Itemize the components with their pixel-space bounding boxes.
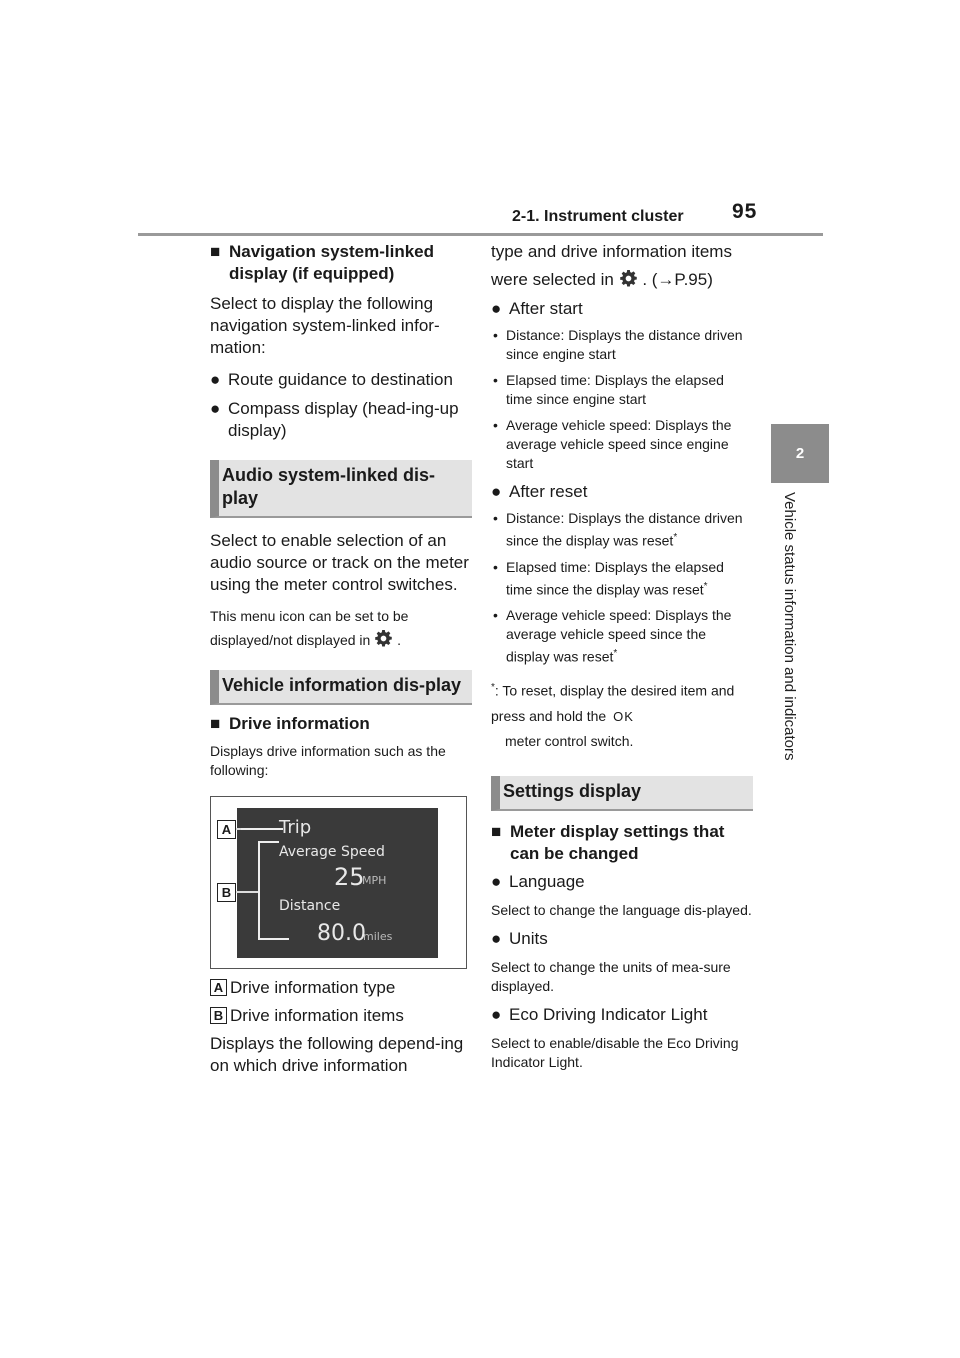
footnote-text: : To reset, display the desired item and press and hold the	[491, 682, 735, 724]
drive-heading: ■ Drive information	[210, 714, 370, 733]
section-title: 2-1. Instrument cluster	[512, 208, 684, 225]
after-start-item-distance-text: Distance: Displays the distance driven since engine start	[506, 327, 743, 362]
language-desc: Select to change the language dis-played.	[491, 901, 752, 918]
legend-a-text: Drive information type	[230, 978, 396, 997]
units-heading: ● Units	[491, 928, 548, 948]
screen-speed-unit: MPH	[362, 874, 387, 887]
nav-heading: ■ Navigation system-linked display (if equipped)	[210, 242, 435, 283]
gear-icon	[374, 629, 393, 648]
ok-switch-label: OK	[613, 708, 634, 724]
header-divider	[138, 233, 823, 236]
depend-text: Displays the following depend-ing on which drive information	[210, 1034, 464, 1075]
screen-distance-unit: miles	[363, 930, 393, 943]
legend-b-text: Drive information items	[230, 1006, 404, 1025]
nav-intro: Select to display the following navigation system-linked infor-mation:	[210, 294, 440, 357]
continued-text-2-pre: were selected in	[491, 270, 614, 289]
meter-settings-heading-text: Meter display settings that can be changed	[510, 821, 725, 863]
screen-speed-value: 25	[334, 863, 365, 891]
footnote-mark: *	[703, 580, 708, 592]
figure-label-b: B	[217, 883, 236, 902]
eco-desc: Select to enable/disable the Eco Driving Indicator Light.	[491, 1034, 739, 1070]
nav-bullet-compass: ● Compass display (head-ing-up display)	[210, 399, 459, 440]
after-reset-item-average-text: Average vehicle speed: Displays the average vehicle speed since the display was reset	[506, 607, 732, 665]
nav-bullet-route: ● Route guidance to destination	[210, 370, 453, 389]
language-text: Language	[509, 871, 585, 891]
nav-bullet-route-text: Route guidance to destination	[228, 370, 453, 389]
legend-a-label: A	[210, 979, 227, 996]
audio-section-header: Audio system-linked dis-play	[210, 460, 472, 518]
after-reset-text: After reset	[509, 482, 588, 501]
legend-b-label: B	[210, 1007, 227, 1024]
after-start-item-average-text: Average vehicle speed: Displays the average vehicle speed since engine start	[506, 417, 732, 471]
screen-trip: Trip	[279, 817, 312, 838]
after-start-item-elapsed-text: Elapsed time: Displays the elapsed time since engine start	[506, 372, 724, 407]
nav-heading-text: Navigation system-linked display (if equipped)	[229, 242, 435, 283]
gear-icon	[619, 269, 638, 288]
right-column	[491, 240, 753, 1072]
drive-info-figure	[210, 796, 467, 969]
left-column	[210, 240, 472, 1077]
footnote	[491, 675, 753, 754]
units-text: Units	[509, 928, 548, 948]
continued-text-2-post: . (→P.95)	[642, 270, 713, 289]
settings-section-header: Settings display	[491, 776, 753, 811]
screen-average-speed: Average Speed	[279, 844, 385, 860]
drive-intro: Displays drive information such as the following:	[210, 743, 446, 778]
page-number: 95	[732, 200, 758, 223]
legend-b	[210, 1005, 472, 1027]
after-start-item-average: • Average vehicle speed: Displays the average vehicle speed since engine start	[493, 417, 732, 471]
screen-distance-value: 80.0	[317, 921, 366, 946]
after-start-item-distance: • Distance: Displays the distance driven since engine start	[493, 327, 743, 362]
chapter-title	[776, 492, 798, 802]
audio-note-end: .	[397, 632, 402, 648]
continued-text-2	[491, 269, 753, 291]
nav-bullet-compass-text: Compass display (head-ing-up display)	[228, 399, 459, 440]
eco-text: Eco Driving Indicator Light	[509, 1004, 708, 1024]
after-reset-item-distance-text: Distance: Displays the distance driven since the display was reset	[506, 510, 743, 549]
after-start-item-elapsed: • Elapsed time: Displays the elapsed time since engine start	[493, 372, 724, 407]
after-reset-item-elapsed: • Elapsed time: Displays the elapsed time since the display was reset*	[493, 558, 724, 598]
footnote-end: meter control switch.	[505, 732, 634, 749]
after-reset-item-average: • Average vehicle speed: Displays the average vehicle speed since the display was reset*	[493, 607, 732, 665]
after-reset-item-distance: • Distance: Displays the distance driven since the display was reset*	[493, 510, 743, 549]
footnote-mark: *	[673, 532, 678, 543]
screen-distance: Distance	[279, 898, 341, 914]
chapter-title-text: Vehicle status information and indicators	[781, 492, 798, 761]
after-reset-item-elapsed-text: Elapsed time: Displays the elapsed time since the display was reset	[506, 558, 724, 598]
after-start-text: After start	[509, 299, 583, 318]
figure-label-a: A	[217, 820, 236, 839]
drive-heading-text: Drive information	[229, 714, 370, 733]
after-start-heading: ● After start	[491, 299, 583, 318]
language-heading: ● Language	[491, 871, 585, 891]
audio-text: Select to enable selection of an audio source or track on the meter using the meter control switches.	[210, 531, 469, 594]
legend-a	[210, 977, 472, 999]
footnote-mark: *	[613, 648, 618, 660]
meter-settings-heading: ■ Meter display settings that can be changed	[491, 821, 725, 863]
footnote-star: *	[491, 681, 495, 693]
audio-note	[210, 604, 472, 652]
vehicle-section-header: Vehicle information dis-play	[210, 670, 472, 705]
eco-heading: ● Eco Driving Indicator Light	[491, 1004, 708, 1024]
continued-text-1: type and drive information items	[491, 242, 732, 261]
units-desc: Select to change the units of mea-sure displayed.	[491, 958, 731, 994]
chapter-tab: 2	[771, 424, 829, 483]
audio-note-text: This menu icon can be set to be displayed/not displayed in	[210, 608, 409, 648]
after-reset-heading: ● After reset	[491, 482, 588, 501]
